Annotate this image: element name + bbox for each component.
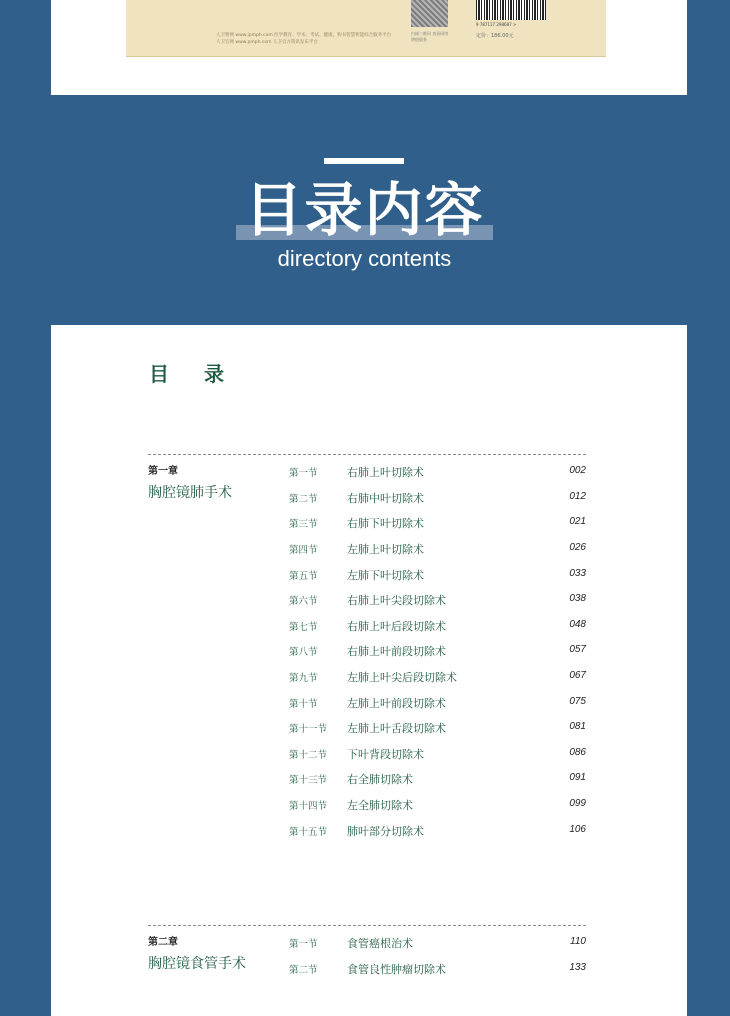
barcode-number: 9 787117 298687 > xyxy=(476,22,517,27)
toc-entry[interactable] xyxy=(148,542,586,560)
section-name: 右肺上叶尖段切除术 xyxy=(347,594,446,607)
toc-entry[interactable] xyxy=(148,721,586,739)
section-number: 第六节 xyxy=(289,596,318,607)
page-number: 026 xyxy=(569,542,586,553)
section-name: 左肺上叶前段切除术 xyxy=(347,697,446,710)
section-number: 第五节 xyxy=(289,571,318,582)
toc-entry[interactable] xyxy=(148,772,586,790)
toc-entry[interactable] xyxy=(148,465,586,483)
page-number: 048 xyxy=(569,619,586,630)
section-title: 目录内容 xyxy=(244,176,485,244)
page-number: 038 xyxy=(569,593,586,604)
page-number: 067 xyxy=(569,670,586,681)
page-number: 057 xyxy=(569,644,586,655)
section-number: 第十节 xyxy=(289,699,318,710)
section-number: 第二节 xyxy=(289,965,318,976)
page-number: 002 xyxy=(569,465,586,476)
page-number: 106 xyxy=(569,824,586,835)
toc-entry[interactable] xyxy=(148,962,586,980)
section-number: 第十五节 xyxy=(289,827,328,838)
cover-card xyxy=(51,0,687,95)
book-back-cover xyxy=(126,0,606,57)
page-number: 075 xyxy=(569,696,586,707)
page-number: 133 xyxy=(569,962,586,973)
section-name: 右肺上叶切除术 xyxy=(347,466,424,479)
section-number: 第一节 xyxy=(289,939,318,950)
page-number: 099 xyxy=(569,798,586,809)
chapter-label: 第二章 xyxy=(148,937,178,948)
barcode-icon xyxy=(476,0,546,20)
section-name: 右肺上叶前段切除术 xyxy=(347,645,446,658)
toc-entry[interactable] xyxy=(148,824,586,842)
toc-entry[interactable] xyxy=(148,619,586,637)
section-subtitle: directory contents xyxy=(277,246,452,271)
section-name: 食管良性肿瘤切除术 xyxy=(347,963,446,976)
page-number: 086 xyxy=(569,747,586,758)
toc-entry[interactable] xyxy=(148,696,586,714)
toc-entry[interactable] xyxy=(148,491,586,509)
section-name: 右肺上叶后段切除术 xyxy=(347,620,446,633)
section-number: 第十一节 xyxy=(289,724,328,735)
toc-entry[interactable] xyxy=(148,747,586,765)
page-number: 033 xyxy=(569,568,586,579)
page-number: 012 xyxy=(569,491,586,502)
section-name: 下叶背段切除术 xyxy=(347,748,424,761)
toc-entry[interactable] xyxy=(148,516,586,534)
section-number: 第一节 xyxy=(289,468,318,479)
toc-title: 目 录 xyxy=(149,362,238,386)
qr-code-icon xyxy=(411,0,448,27)
price-label: 定价：186.00元 xyxy=(476,33,514,39)
section-name: 肺叶部分切除术 xyxy=(347,825,424,838)
section-number: 第九节 xyxy=(289,673,318,684)
section-name: 右全肺切除术 xyxy=(347,773,413,786)
section-name: 食管癌根治术 xyxy=(347,937,413,950)
page-number: 110 xyxy=(570,936,586,947)
section-number: 第十二节 xyxy=(289,750,328,761)
qr-caption: 扫描二维码 查看网络增值服务 xyxy=(411,31,449,42)
toc-entry[interactable] xyxy=(148,670,586,688)
section-name: 左肺上叶尖后段切除术 xyxy=(347,671,457,684)
section-number: 第八节 xyxy=(289,647,318,658)
section-name: 左肺下叶切除术 xyxy=(347,569,424,582)
cover-website-line: 人卫官网 www.pmph.com 人卫官方资讯发布平台 xyxy=(216,40,318,45)
section-name: 左肺上叶切除术 xyxy=(347,543,424,556)
page-number: 021 xyxy=(569,516,586,527)
cover-website-line: 人卫智网 www.ipmph.com 医学教育、学术、考试、健康，购书智慧智能综合服务平台 xyxy=(216,33,392,38)
section-number: 第三节 xyxy=(289,519,318,530)
chapter-name: 胸腔镜食管手术 xyxy=(148,956,246,972)
section-number: 第十三节 xyxy=(289,775,328,786)
section-name: 左肺上叶舌段切除术 xyxy=(347,722,446,735)
section-number: 第十四节 xyxy=(289,801,328,812)
section-name: 右肺下叶切除术 xyxy=(347,517,424,530)
section-number: 第七节 xyxy=(289,622,318,633)
section-number: 第四节 xyxy=(289,545,318,556)
toc-entry[interactable] xyxy=(148,798,586,816)
toc-entry[interactable] xyxy=(148,936,586,954)
toc-entry[interactable] xyxy=(148,644,586,662)
chapter-label: 第一章 xyxy=(148,466,178,477)
page-number: 081 xyxy=(569,721,586,732)
heading-accent-line xyxy=(324,158,404,164)
chapter-divider xyxy=(148,454,586,455)
section-number: 第二节 xyxy=(289,494,318,505)
section-name: 左全肺切除术 xyxy=(347,799,413,812)
toc-entry[interactable] xyxy=(148,568,586,586)
chapter-divider xyxy=(148,925,586,926)
toc-card xyxy=(51,325,687,1016)
chapter-name: 胸腔镜肺手术 xyxy=(148,485,232,501)
page-number: 091 xyxy=(569,772,586,783)
section-name: 右肺中叶切除术 xyxy=(347,492,424,505)
toc-entry[interactable] xyxy=(148,593,586,611)
